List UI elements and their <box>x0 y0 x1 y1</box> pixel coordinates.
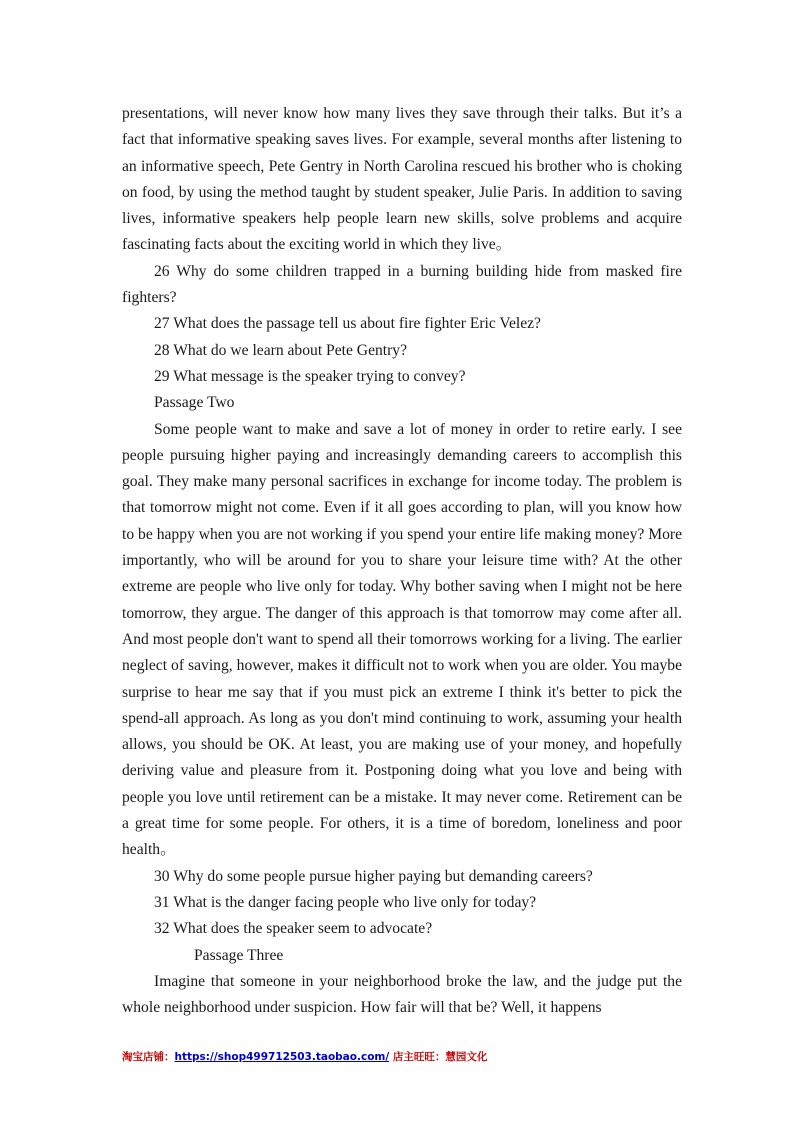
passage-two-text: Some people want to make and save a lot of money in order to retire early. I see people pursuing higher paying and increasingly demanding careers to accomplish this goal. They make many personal sacrifices in exchange for income today. The problem is that tomorrow might not come. Even if it all goes according to plan, will you know how to be happy when you are not working if you spend your entire life making money? More importantly, who will be around for you to share your leisure time with? At the other extreme are people who live only for today. Why bother saving when I might not be here tomorrow, they argue. The danger of this approach is that tomorrow may come after all. And most people don't want to spend all their tomorrows working for a living. The earlier neglect of saving, however, makes it difficult not to work when you are older. You maybe surprise to hear me say that if you must pick an extreme I think it's better to pick the spend-all approach. As long as you don't mind continuing to work, assuming your health allows, you should be OK. At least, you are making use of your money, and hopefully deriving value and pleasure from it. Postponing doing what you love and being with people you love until retirement can be a mistake. It may never come. Retirement can be a great time for some people. For others, it is a time of boredom, loneliness and poor health。 <box>122 420 682 859</box>
question-32: 32 What does the speaker seem to advocate? <box>154 920 433 938</box>
footer-owner-label: 店主旺旺： <box>389 1051 446 1063</box>
question-28: 28 What do we learn about Pete Gentry? <box>154 341 408 359</box>
question-29: 29 What message is the speaker trying to convey? <box>154 367 466 385</box>
question-26: 26 Why do some children trapped in a burning building hide from masked fire fighters? <box>122 262 682 307</box>
page-footer <box>122 1049 682 1064</box>
footer-shop-label: 淘宝店铺： <box>122 1051 175 1063</box>
footer-owner-name: 慧园文化 <box>445 1051 488 1063</box>
passage-three-text: Imagine that someone in your neighborhood broke the law, and the judge put the whole neighborhood under suspicion. How fair will that be? Well, it happens <box>122 972 682 1017</box>
paragraph-continuation: presentations, will never know how many lives they save through their talks. But it’s a fact that informative speaking saves lives. For example, several months after listening to an informative speech, Pete Gentry in North Carolina rescued his brother who is choking on food, by using the method taught by student speaker, Julie Paris. In addition to saving lives, informative speakers help people learn new skills, solve problems and acquire fascinating facts about the exciting world in which they live。 <box>122 105 682 254</box>
passage-two-heading: Passage Two <box>154 394 235 412</box>
shop-link[interactable]: https://shop499712503.taobao.com/ <box>174 1051 390 1063</box>
question-31: 31 What is the danger facing people who live only for today? <box>154 893 537 911</box>
passage-three-heading: Passage Three <box>194 946 284 964</box>
document-body <box>122 101 682 1021</box>
question-30: 30 Why do some people pursue higher paying but demanding careers? <box>154 867 593 885</box>
question-27: 27 What does the passage tell us about fire fighter Eric Velez? <box>154 315 541 333</box>
